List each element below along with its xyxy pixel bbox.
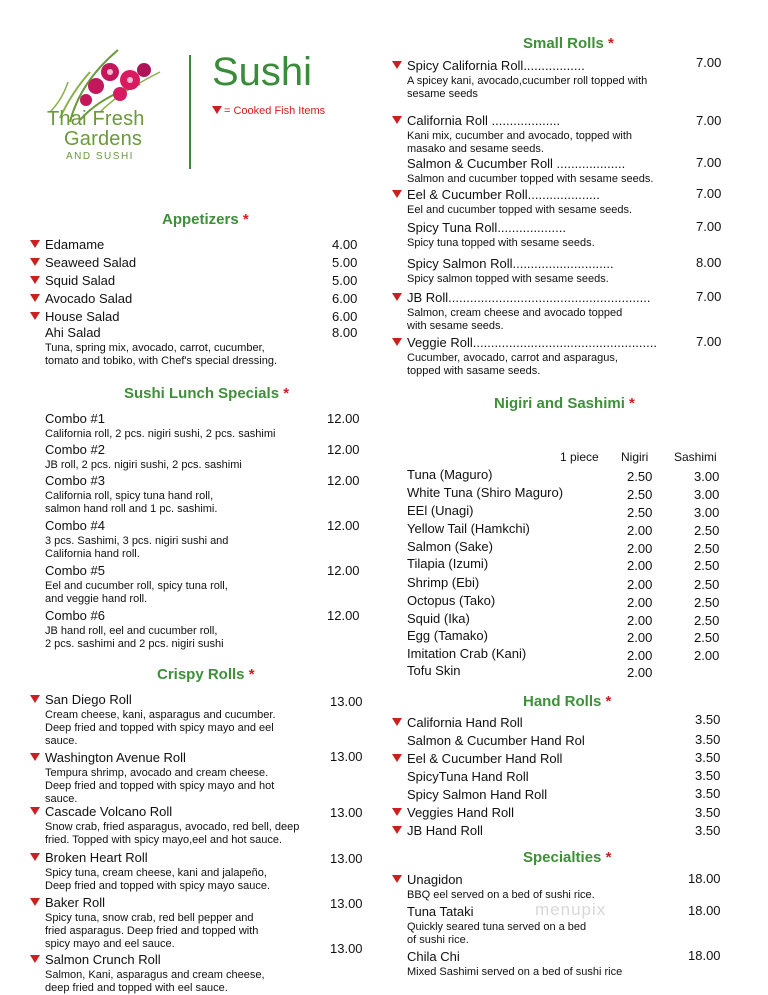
menu-item-price: 5.00 [332,273,358,288]
cooked-fish-marker-icon [392,338,402,346]
cooked-fish-marker-icon [392,718,402,726]
nigiri-row-name: Imitation Crab (Kani) [407,646,527,661]
cooked-fish-marker-icon [30,853,40,861]
menu-item-price: 18.00 [688,948,721,963]
menu-item-description: 2 pcs. sashimi and 2 pcs. nigiri sushi [45,638,224,650]
nigiri-row-sashimi-price: 2.50 [694,613,720,628]
menu-item-description: California hand roll. [45,548,140,560]
menu-item-name: Combo #2 [45,442,105,457]
menu-item-price: 13.00 [330,749,363,764]
menu-item-price: 7.00 [696,219,722,234]
menu-item-name: Combo #3 [45,473,105,488]
nigiri-row-nigiri-price: 2.00 [627,665,653,680]
menu-item-price: 13.00 [330,805,363,820]
menu-item-price: 7.00 [696,186,722,201]
cooked-fish-marker-icon [392,61,402,69]
menu-item-price: 7.00 [696,334,722,349]
menu-item-name: Cascade Volcano Roll [45,804,173,819]
nigiri-row-sashimi-price: 3.00 [694,469,720,484]
nigiri-header-nigiri: Nigiri [621,450,649,464]
logo-text-gardens: Gardens [64,128,143,150]
menu-item-description: JB roll, 2 pcs. nigiri sushi, 2 pcs. sashimi [45,459,242,471]
menu-item-price: 7.00 [696,289,722,304]
cooked-fish-marker-icon [30,753,40,761]
logo-text-and-sushi: AND SUSHI [66,151,134,162]
menu-item-name: Broken Heart Roll [45,850,148,865]
menu-item-name: Squid Salad [45,273,116,288]
nigiri-row-sashimi-price: 3.00 [694,505,720,520]
menu-item-price: 12.00 [327,563,360,578]
menu-item-price: 12.00 [327,518,360,533]
menu-item-price: 7.00 [696,113,722,128]
menu-item-description: of sushi rice. [407,934,469,946]
cooked-fish-marker-icon [392,754,402,762]
cooked-fish-marker-icon [392,293,402,301]
nigiri-row-nigiri-price: 2.00 [627,648,653,663]
menu-item-description: tomato and tobiko, with Chef's special dressing. [45,355,277,367]
menu-item-description: Salmon and cucumber topped with sesame seeds. [407,173,654,185]
legend-text: = Cooked Fish Items [224,105,326,117]
menu-item-description: BBQ eel served on a bed of sushi rice. [407,889,595,901]
menu-item-name: Chila Chi [407,949,460,964]
menu-item-name: Combo #4 [45,518,105,533]
menu-item-description: Snow crab, fried asparagus, avocado, red bell, deep [45,821,300,833]
menu-item-description: Tuna, spring mix, avocado, carrot, cucumber, [45,342,265,354]
section-title-lunch-specials: Sushi Lunch Specials * [124,385,290,402]
menu-item-description: JB hand roll, eel and cucumber roll, [45,625,218,637]
cooked-fish-marker-icon [30,898,40,906]
nigiri-row-name: Shrimp (Ebi) [407,575,480,590]
menu-item-description: Spicy tuna topped with sesame seeds. [407,237,595,249]
menu-item-description: Deep fried and topped with spicy mayo and eel [45,722,274,734]
menu-item-price: 12.00 [327,442,360,457]
menu-item-name: Spicy Salmon Hand Roll [407,787,548,802]
menu-item-name: Eel & Cucumber Hand Roll [407,751,563,766]
nigiri-row-name: Egg (Tamako) [407,628,488,643]
cooked-fish-marker-icon [392,116,402,124]
menu-item-description: Spicy tuna, snow crab, red bell pepper and [45,912,254,924]
menu-item-description: Cucumber, avocado, carrot and asparagus, [407,352,618,364]
nigiri-header-piece: 1 piece [560,450,599,464]
section-title-small-rolls: Small Rolls * [523,35,614,52]
menu-item-description: and veggie hand roll. [45,593,148,605]
nigiri-row-nigiri-price: 2.00 [627,595,653,610]
menu-item-price: 3.50 [695,823,721,838]
menu-item-name: Washington Avenue Roll [45,750,186,765]
cooked-fish-marker-icon [212,106,222,114]
nigiri-row-nigiri-price: 2.00 [627,523,653,538]
menu-item-price: 8.00 [696,255,722,270]
nigiri-row-name: Squid (Ika) [407,611,470,626]
menu-item-name: Spicy Salmon Roll............................ [407,256,614,271]
menu-item-price: 6.00 [332,309,358,324]
menu-item-description: Spicy salmon topped with sesame seeds. [407,273,609,285]
menu-item-description: Salmon, Kani, asparagus and cream cheese, [45,969,265,981]
section-title-hand-rolls: Hand Rolls * [523,693,612,710]
cooked-fish-marker-icon [30,240,40,248]
nigiri-header-sashimi: Sashimi [674,450,717,464]
cooked-fish-marker-icon [30,294,40,302]
nigiri-row-name: White Tuna (Shiro Maguro) [407,485,564,500]
cooked-fish-marker-icon [30,807,40,815]
nigiri-row-sashimi-price: 2.50 [694,523,720,538]
menu-item-price: 7.00 [696,155,722,170]
menu-item-description: Kani mix, cucumber and avocado, topped with [407,130,633,142]
nigiri-row-nigiri-price: 2.50 [627,505,653,520]
cooked-fish-marker-icon [30,695,40,703]
menu-item-price: 18.00 [688,903,721,918]
nigiri-row-name: Yellow Tail (Hamkchi) [407,521,530,536]
cooked-fish-marker-icon [392,190,402,198]
menu-item-price: 13.00 [330,851,363,866]
menu-item-name: San Diego Roll [45,692,132,707]
menu-item-name: Combo #1 [45,411,105,426]
menu-item-description: fried. Topped with spicy mayo,eel and hot sauce. [45,834,283,846]
menu-item-price: 4.00 [332,237,358,252]
menu-item-description: sauce. [45,793,78,805]
menu-item-price: 13.00 [330,896,363,911]
nigiri-row-nigiri-price: 2.00 [627,558,653,573]
nigiri-row-name: Tuna (Maguro) [407,467,493,482]
nigiri-row-sashimi-price: 2.50 [694,577,720,592]
menu-item-description: 3 pcs. Sashimi, 3 pcs. nigiri sushi and [45,535,229,547]
nigiri-row-nigiri-price: 2.00 [627,613,653,628]
menu-item-description: sauce. [45,735,78,747]
menu-item-description: topped with sasame seeds. [407,365,541,377]
menu-item-description: California roll, 2 pcs. nigiri sushi, 2 pcs. sashimi [45,428,276,440]
menu-item-name: JB Hand Roll [407,823,483,838]
cooked-fish-marker-icon [30,276,40,284]
menu-item-description: Eel and cucumber topped with sesame seeds. [407,204,633,216]
menu-item-description: Spicy tuna, cream cheese, kani and jalapeño, [45,867,267,879]
nigiri-row-name: Tilapia (Izumi) [407,556,489,571]
nigiri-row-sashimi-price: 2.50 [694,630,720,645]
menu-item-price: 12.00 [327,473,360,488]
cooked-fish-marker-icon [30,258,40,266]
menu-item-description: with sesame seeds. [407,320,504,332]
menu-item-description: Deep fried and topped with spicy mayo sauce. [45,880,271,892]
menu-item-description: Salmon, cream cheese and avocado topped [407,307,623,319]
menu-item-name: Ahi Salad [45,325,101,340]
menu-item-name: Veggie Roll................................................... [407,335,657,350]
nigiri-row-nigiri-price: 2.00 [627,577,653,592]
menu-item-price: 3.50 [695,786,721,801]
menu-item-description: Eel and cucumber roll, spicy tuna roll, [45,580,228,592]
nigiri-row-nigiri-price: 2.00 [627,541,653,556]
nigiri-row-name: Tofu Skin [407,663,461,678]
nigiri-row-nigiri-price: 2.50 [627,487,653,502]
menu-item-price: 18.00 [688,871,721,886]
menu-item-name: California Hand Roll [407,715,523,730]
nigiri-row-sashimi-price: 2.50 [694,558,720,573]
menu-item-name: House Salad [45,309,120,324]
menu-item-name: Salmon & Cucumber Roll ................... [407,156,626,171]
menu-item-name: Eel & Cucumber Roll.................... [407,187,600,202]
page-title: Sushi [212,50,313,94]
watermark: menupix [535,900,607,919]
menu-item-description: Cream cheese, kani, asparagus and cucumber. [45,709,276,721]
menu-item-description: Mixed Sashimi served on a bed of sushi rice [407,966,623,978]
menu-item-name: Spicy California Roll................. [407,58,585,73]
nigiri-row-name: Salmon (Sake) [407,539,493,554]
menu-item-name: Salmon Crunch Roll [45,952,161,967]
menu-item-name: Seaweed Salad [45,255,137,270]
menu-item-description: spicy mayo and eel sauce. [45,938,175,950]
menu-item-name: Edamame [45,237,105,252]
menu-item-price: 7.00 [696,55,722,70]
menu-item-name: Avocado Salad [45,291,133,306]
menu-item-price: 6.00 [332,291,358,306]
menu-item-price: 5.00 [332,255,358,270]
menu-item-description: California roll, spicy tuna hand roll, [45,490,214,502]
nigiri-row-name: EEl (Unagi) [407,503,474,518]
cooked-fish-marker-icon [392,826,402,834]
menu-item-price: 3.50 [695,805,721,820]
menu-item-price: 12.00 [327,411,360,426]
menu-item-price: 13.00 [330,694,363,709]
menu-item-name: Veggies Hand Roll [407,805,514,820]
nigiri-row-name: Octopus (Tako) [407,593,496,608]
menu-item-name: Combo #6 [45,608,105,623]
nigiri-row-nigiri-price: 2.00 [627,630,653,645]
nigiri-row-nigiri-price: 2.50 [627,469,653,484]
menu-item-name: Tuna Tataki [407,904,474,919]
menu-item-description: masako and sesame seeds. [407,143,544,155]
menu-item-price: 8.00 [332,325,358,340]
cooked-fish-marker-icon [30,312,40,320]
cooked-fish-marker-icon [30,955,40,963]
menu-item-description: Deep fried and topped with spicy mayo and hot [45,780,275,792]
menu-item-price: 12.00 [327,608,360,623]
section-title-appetizers: Appetizers * [162,211,249,228]
menu-item-description: fried asparagus. Deep fried and topped with [45,925,259,937]
menu-item-price: 3.50 [695,732,721,747]
menu-item-description: Quickly seared tuna served on a bed [407,921,587,933]
menu-item-name: Unagidon [407,872,463,887]
menu-item-description: deep fried and topped with eel sauce. [45,982,228,994]
menu-item-price: 3.50 [695,712,721,727]
menu-item-description: sesame seeds [407,88,478,100]
cooked-fish-marker-icon [392,808,402,816]
nigiri-row-sashimi-price: 2.50 [694,541,720,556]
nigiri-row-sashimi-price: 2.00 [694,648,720,663]
nigiri-row-sashimi-price: 3.00 [694,487,720,502]
menu-item-price: 13.00 [330,941,363,956]
menu-item-price: 3.50 [695,768,721,783]
menu-item-description: A spicey kani, avocado,cucumber roll topped with [407,75,648,87]
menu-item-name: California Roll ................... [407,113,561,128]
section-title-specialties: Specialties * [523,849,612,866]
menu-item-name: Baker Roll [45,895,105,910]
menu-item-description: Tempura shrimp, avocado and cream cheese. [45,767,269,779]
menu-item-description: salmon hand roll and 1 pc. sashimi. [45,503,218,515]
menu-item-price: 3.50 [695,750,721,765]
section-title-nigiri-sashimi: Nigiri and Sashimi * [494,395,635,412]
logo-text-thai-fresh: Thai Fresh [47,108,145,130]
logo-divider [189,55,191,169]
menu-item-name: Combo #5 [45,563,105,578]
section-title-crispy-rolls: Crispy Rolls * [157,666,255,683]
nigiri-row-sashimi-price: 2.50 [694,595,720,610]
menu-item-name: Salmon & Cucumber Hand Rol [407,733,585,748]
menu-item-name: JB Roll........................................................ [407,290,651,305]
menu-item-name: SpicyTuna Hand Roll [407,769,529,784]
cooked-fish-marker-icon [392,875,402,883]
menu-item-name: Spicy Tuna Roll................... [407,220,566,235]
